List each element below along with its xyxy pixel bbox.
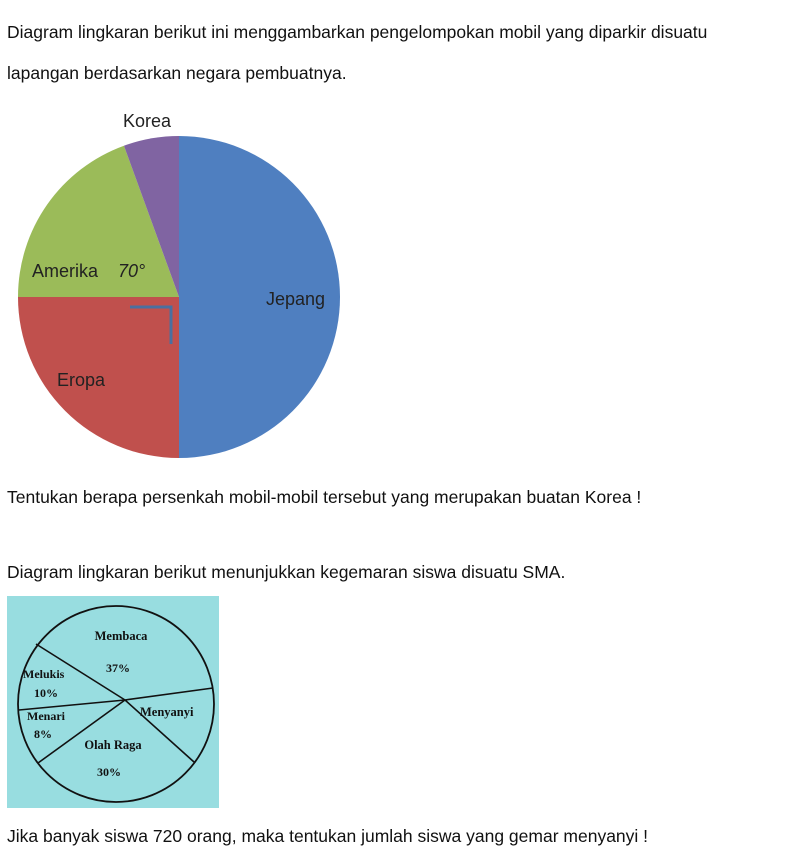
divider-membaca-menyanyi — [125, 688, 213, 700]
slice-value-melukis: 10% — [34, 686, 58, 700]
problem1-question: Tentukan berapa persenkah mobil-mobil tersebut yang merupakan buatan Korea ! — [7, 487, 642, 507]
slice-label-melukis: Melukis — [23, 667, 65, 681]
slice-label-eropa: Eropa — [57, 370, 106, 390]
slice-value-menari: 8% — [34, 727, 52, 741]
hobby-pie-chart-panel — [7, 596, 219, 808]
slice-value-membaca: 37% — [106, 661, 130, 675]
slice-value-amerika: 70° — [118, 261, 146, 281]
slice-label-menyanyi: Menyanyi — [140, 705, 194, 719]
problem1-intro-line2: lapangan berdasarkan negara pembuatnya. — [7, 63, 347, 83]
problem1-intro-line1: Diagram lingkaran berikut ini menggambarkan pengelompokan mobil yang diparkir disuatu — [7, 22, 708, 42]
slice-value-olah-raga: 30% — [97, 765, 121, 779]
problem2-intro: Diagram lingkaran berikut menunjukkan kegemaran siswa disuatu SMA. — [7, 562, 566, 582]
car-origin-pie-chart — [0, 104, 360, 474]
student-hobby-pie-chart — [7, 596, 219, 808]
slice-label-menari: Menari — [27, 709, 65, 723]
slice-label-jepang: Jepang — [266, 289, 326, 309]
slice-label-amerika: Amerika — [32, 261, 99, 281]
slice-label-korea: Korea — [122, 111, 172, 131]
slice-label-membaca: Membaca — [94, 629, 148, 643]
problem2-question: Jika banyak siswa 720 orang, maka tentukan jumlah siswa yang gemar menyanyi ! — [7, 826, 649, 846]
slice-label-olah-raga: Olah Raga — [84, 738, 142, 752]
